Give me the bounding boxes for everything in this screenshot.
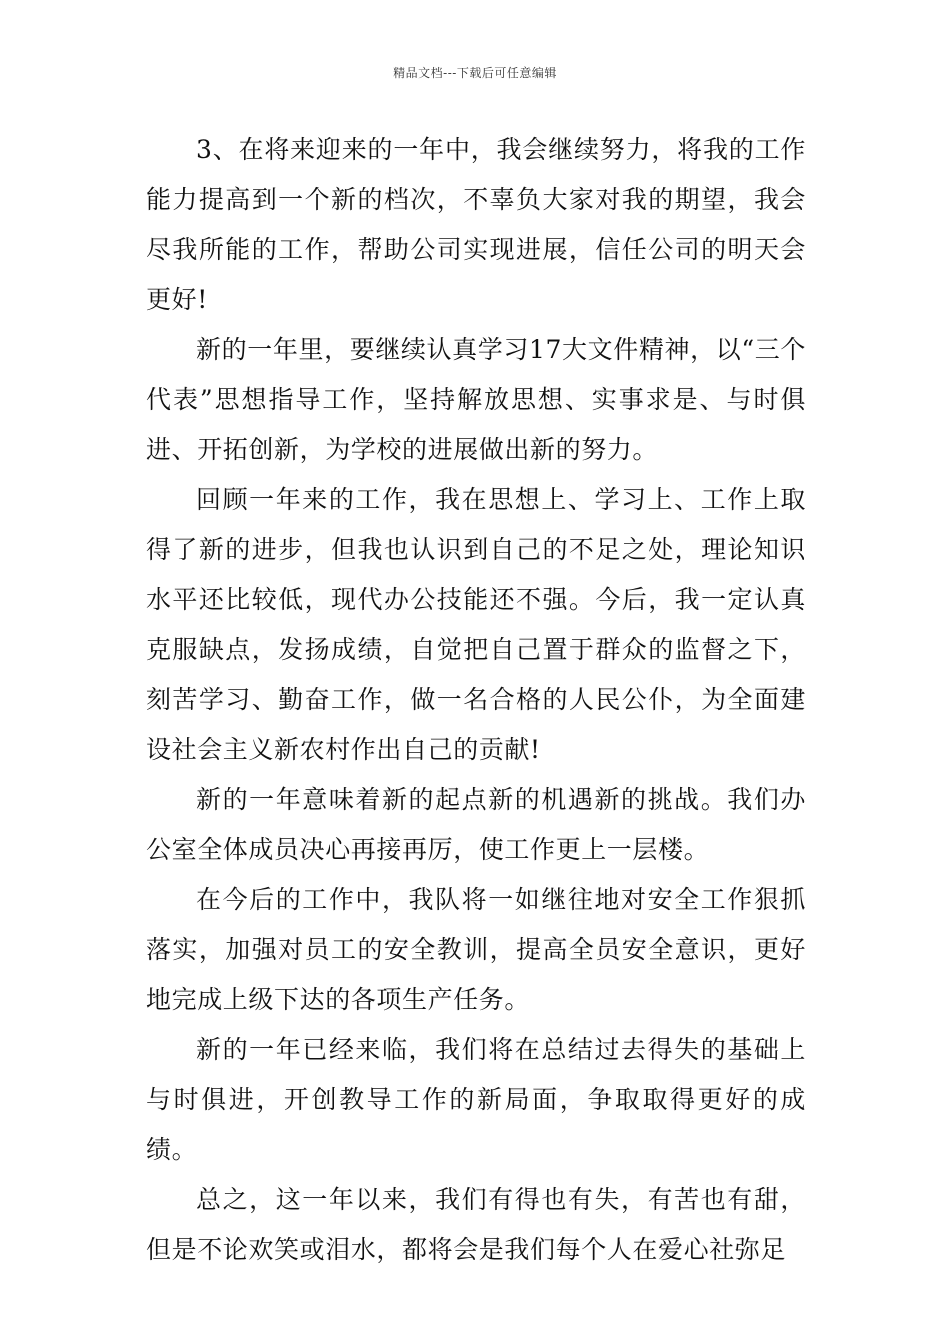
paragraph: 3、在将来迎来的一年中，我会继续努力，将我的工作能力提高到一个新的档次，不辜负大家对我的期望，我会尽我所能的工作，帮助公司实现进展，信任公司的明天会更好! xyxy=(146,135,806,314)
paragraph: 总之，这一年以来，我们有得也有失，有苦也有甜，但是不论欢笑或泪水，都将会是我们每个人在爱心社弥足 xyxy=(146,1185,806,1264)
paragraph: 新的一年意味着新的起点新的机遇新的挑战。我们办公室全体成员决心再接再厉，使工作更上一层楼。 xyxy=(146,785,806,864)
page-header: 精品文档---下载后可任意编辑 xyxy=(393,66,557,80)
document-body xyxy=(146,125,806,1275)
paragraph: 在今后的工作中，我队将一如继往地对安全工作狠抓落实，加强对员工的安全教训，提高全员安全意识，更好地完成上级下达的各项生产任务。 xyxy=(146,885,806,1014)
paragraph: 回顾一年来的工作，我在思想上、学习上、工作上取得了新的进步，但我也认识到自己的不足之处，理论知识水平还比较低，现代办公技能还不强。今后，我一定认真克服缺点，发扬成绩，自觉把自己置于群众的监督之下，刻苦学习、勤奋工作，做一名合格的人民公仆，为全面建设社会主义新农村作出自己的贡献! xyxy=(146,485,806,764)
paragraph: 新的一年里，要继续认真学习17大文件精神，以“三个代表”思想指导工作，坚持解放思想、实事求是、与时俱进、开拓创新，为学校的进展做出新的努力。 xyxy=(146,335,806,464)
paragraph: 新的一年已经来临，我们将在总结过去得失的基础上与时俱进，开创教导工作的新局面，争取取得更好的成绩。 xyxy=(146,1035,806,1164)
